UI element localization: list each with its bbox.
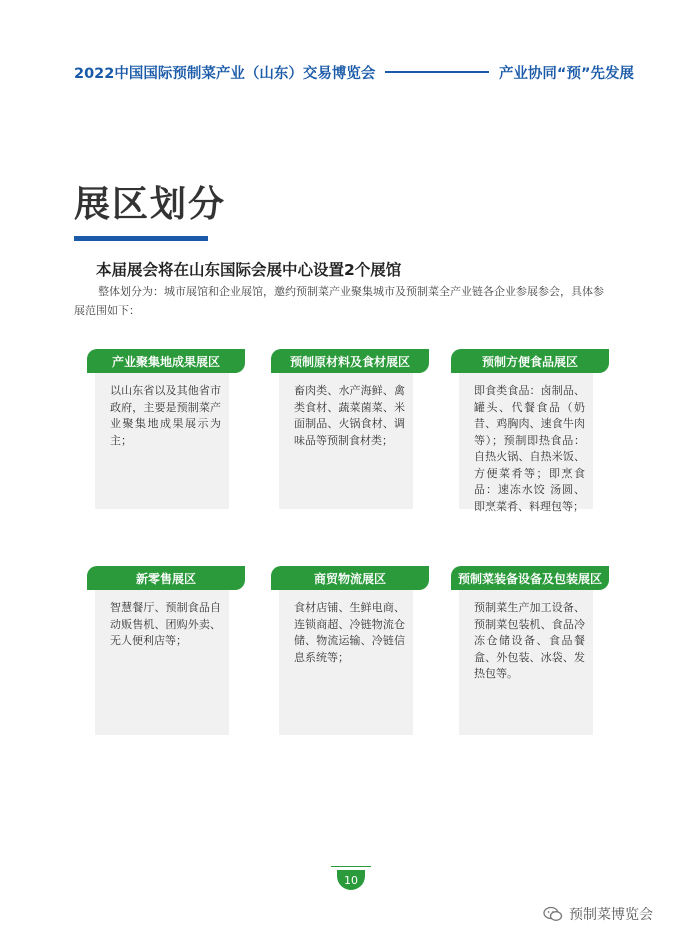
zone-card-convenience-food bbox=[451, 349, 617, 512]
zone-card-text: 预制菜生产加工设备、预制菜包装机、食品冷冻仓储设备、食品餐盒、外包装、冰袋、发热包等。 bbox=[459, 578, 593, 735]
zone-card-title: 商贸物流展区 bbox=[271, 566, 429, 590]
zone-card-title: 预制原材料及食材展区 bbox=[271, 349, 429, 373]
page-title: 展区划分 bbox=[74, 184, 227, 225]
zone-card-title: 预制方便食品展区 bbox=[451, 349, 609, 373]
zone-card-equipment-packaging bbox=[451, 566, 617, 738]
page-header bbox=[74, 61, 634, 83]
header-right-title: 产业协同“预”先发展 bbox=[498, 65, 634, 82]
zone-card-trade-logistics bbox=[271, 566, 437, 738]
zone-card-industry-cluster bbox=[87, 349, 253, 512]
zone-card-text: 畜肉类、水产海鲜、禽类食材、蔬菜菌菜、米面制品、火锅食材、调味品等预制食材类； bbox=[279, 361, 413, 509]
page-number-line bbox=[331, 866, 371, 867]
wechat-icon bbox=[543, 906, 563, 922]
intro-paragraph: 整体划分为：城市展馆和企业展馆，邀约预制菜产业聚集城市及预制菜全产业链各企业参展参会，具体参展范围如下： bbox=[74, 285, 604, 317]
zone-card-text: 以山东省以及其他省市政府，主要是预制菜产业聚集地成果展示为主； bbox=[95, 361, 229, 509]
title-underline bbox=[74, 236, 208, 241]
watermark bbox=[543, 903, 653, 925]
zone-card-title: 产业聚集地成果展区 bbox=[87, 349, 245, 373]
page-number-badge bbox=[331, 866, 371, 890]
header-left-title: 2022中国国际预制菜产业（山东）交易博览会 bbox=[74, 65, 376, 82]
zone-card-new-retail bbox=[87, 566, 253, 738]
page-number: 10 bbox=[337, 870, 365, 890]
zone-card-text: 食材店铺、生鲜电商、连锁商超、冷链物流仓储、物流运输、冷链信息系统等； bbox=[279, 578, 413, 735]
zone-card-raw-materials bbox=[271, 349, 437, 512]
zone-card-text: 智慧餐厅、预制食品自动贩售机、团购外卖、无人便利店等； bbox=[95, 578, 229, 735]
zone-card-text: 即食类食品：卤制品、罐头、代餐食品（奶昔、鸡胸肉、速食牛肉等）；预制即热食品：自热火锅、自热米饭、方便菜肴等；即烹食品：速冻水饺 汤圆、即烹菜肴、料理包等； bbox=[459, 361, 593, 509]
watermark-text: 预制菜博览会 bbox=[569, 907, 653, 923]
section-subtitle: 本届展会将在山东国际会展中心设置2个展馆 bbox=[96, 261, 402, 279]
header-divider bbox=[385, 71, 489, 73]
zone-card-title: 新零售展区 bbox=[87, 566, 245, 590]
zone-card-title: 预制菜装备设备及包装展区 bbox=[451, 566, 609, 590]
